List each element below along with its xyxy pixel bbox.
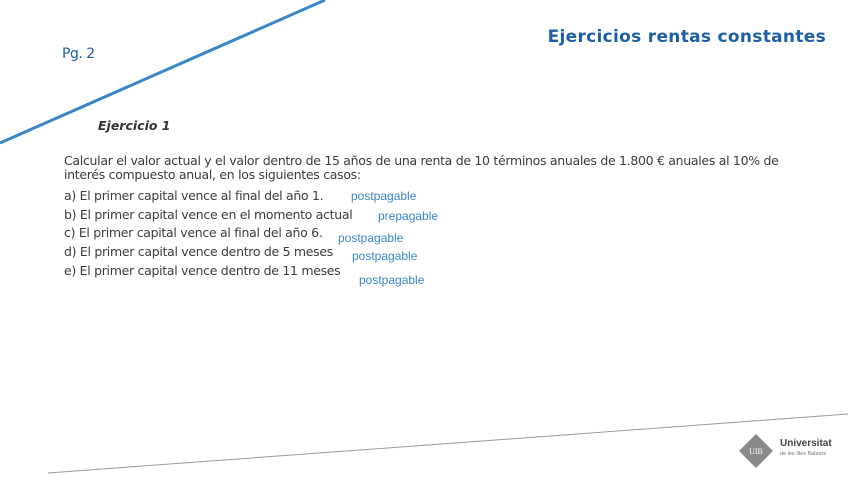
logo-name: Universitat — [780, 438, 832, 449]
logo-subtitle: de les Illes Balears — [780, 451, 827, 457]
case-b: b) El primer capital vence en el momento actual — [64, 207, 353, 222]
logo-emblem: UIB — [749, 447, 763, 456]
page-number: Pg. 2 — [62, 46, 95, 62]
note-e: postpagable — [359, 273, 425, 287]
case-d: d) El primer capital vence dentro de 5 meses — [64, 244, 333, 259]
case-a: a) El primer capital vence al final del año 1. — [64, 188, 324, 203]
note-b: prepagable — [378, 209, 439, 223]
page-title: Ejercicios rentas constantes — [547, 27, 826, 47]
case-e: e) El primer capital vence dentro de 11 meses — [64, 263, 341, 278]
note-a: postpagable — [351, 189, 417, 203]
exercise-heading: Ejercicio 1 — [98, 118, 171, 133]
note-c: postpagable — [338, 231, 404, 245]
case-c: c) El primer capital vence al final del año 6. — [64, 225, 323, 240]
exercise-statement: Calcular el valor actual y el valor dentro de 15 años de una renta de 10 términos anuales de 1.800 € anuales al 10% de interés compuesto anual, en los siguientes casos: — [64, 153, 779, 182]
note-d: postpagable — [352, 249, 418, 263]
